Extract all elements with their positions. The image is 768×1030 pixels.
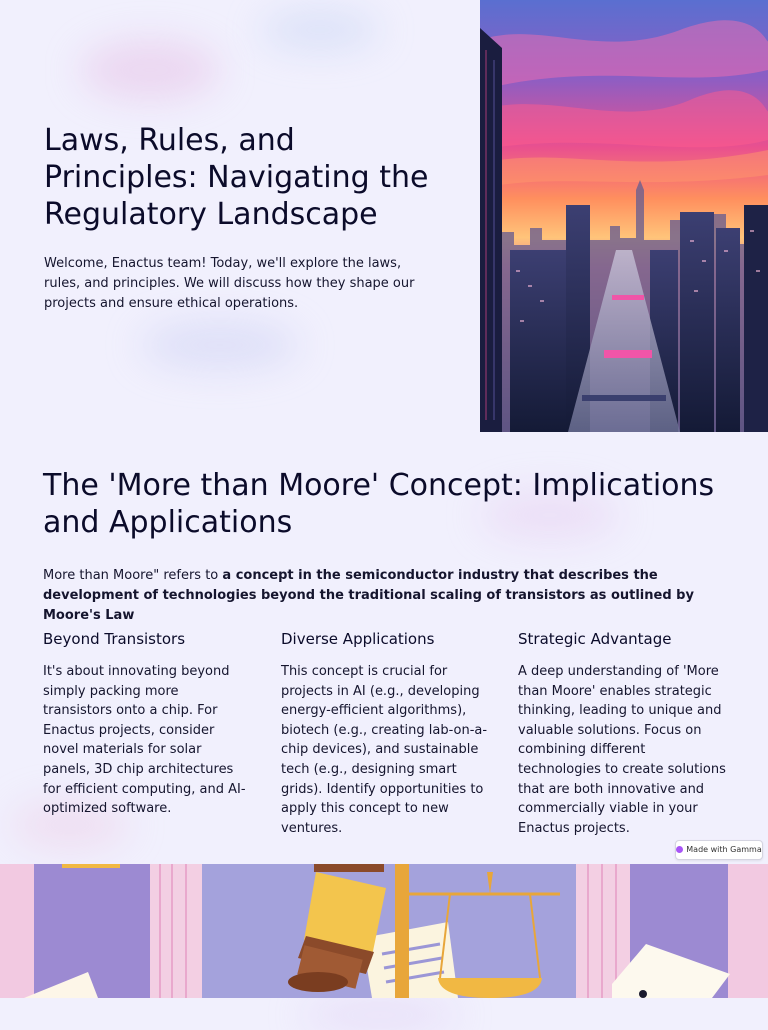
concept-intro-highlight: a concept in the semiconductor industry that describes the development of technologies beyond the traditional scaling of transistors as outlined by Moore's Law xyxy=(43,568,694,623)
column-heading: Strategic Advantage xyxy=(518,630,672,648)
concept-title: The 'More than Moore' Concept: Implications and Applications xyxy=(43,468,715,540)
column-text: It's about innovating beyond simply packing more transistors onto a chip. For Enactus projects, consider novel materials for solar panels, 3D chip architectures for efficient computing, and AI-optimized software. xyxy=(43,664,246,817)
column-heading: Beyond Transistors xyxy=(43,630,186,648)
hero-description: Welcome, Enactus team! Today, we'll explore the laws, rules, and principles. We will discuss how they shape our projects and ensure ethical operations. xyxy=(44,256,415,311)
badge-label: Made with Gamma xyxy=(686,845,762,854)
concept-intro-text: More than Moore" refers to xyxy=(43,568,223,583)
column-heading: Diverse Applications xyxy=(281,630,435,648)
background-glow xyxy=(300,1000,460,1030)
city-sunset-image xyxy=(480,0,768,432)
column-text: This concept is crucial for projects in AI (e.g., developing energy-efficient algorithms), biotech (e.g., creating lab-on-a-chip devices), and sustainable tech (e.g., designing smart grids). Identify opportunities to apply this concept to new ventures. xyxy=(281,664,488,836)
hero-section xyxy=(0,0,768,432)
column-beyond-transistors xyxy=(43,628,251,819)
column-text: A deep understanding of 'More than Moore' enables strategic thinking, leading to unique and valuable solutions. Focus on combining different technologies to create solutions that are both innovative and commercially viable in your Enactus projects. xyxy=(518,664,726,836)
hero-title: Laws, Rules, and Principles: Navigating the Regulatory Landscape xyxy=(44,123,429,232)
column-diverse-applications xyxy=(281,628,489,838)
law-illustration-image xyxy=(0,864,768,998)
concept-intro xyxy=(43,566,743,626)
gamma-logo-icon xyxy=(676,846,683,853)
made-with-gamma-badge[interactable] xyxy=(675,840,763,860)
column-strategic-advantage xyxy=(518,628,726,838)
